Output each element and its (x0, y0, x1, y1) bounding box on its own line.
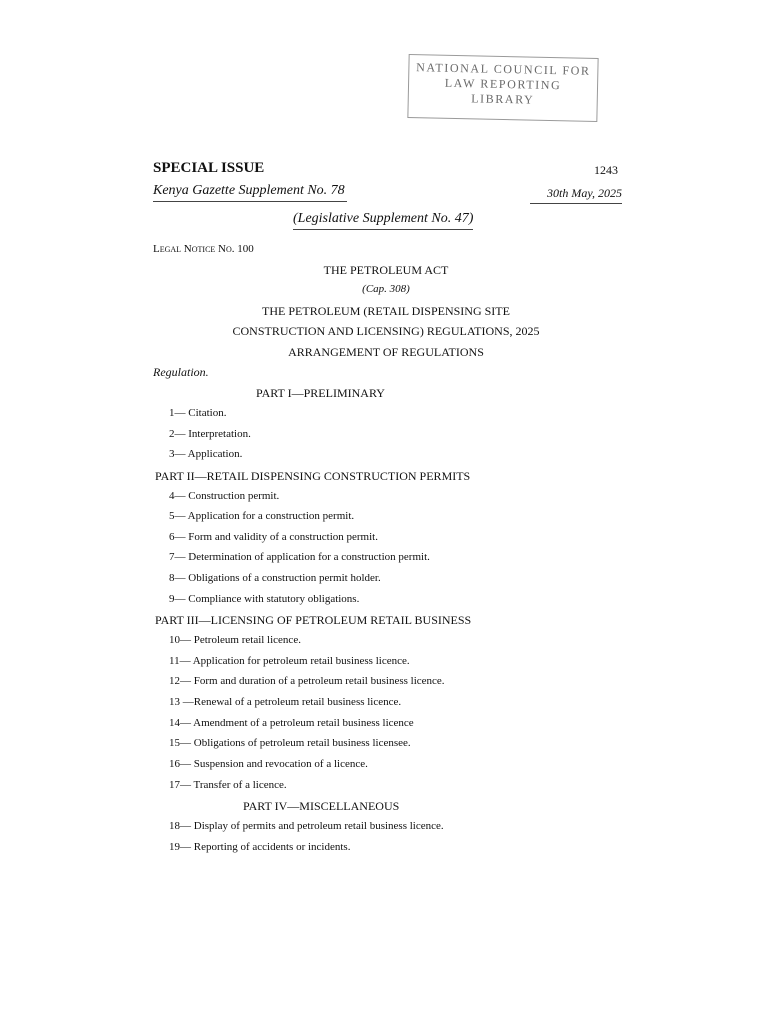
regulation-item: 4— Construction permit. (169, 490, 280, 502)
regulation-item: 18— Display of permits and petroleum retail business licence. (169, 820, 444, 832)
special-issue-heading: SPECIAL ISSUE (153, 160, 265, 176)
part-heading: PART III—LICENSING OF PETROLEUM RETAIL BUSINESS (155, 613, 472, 627)
regulation-item: 9— Compliance with statutory obligations. (169, 593, 360, 605)
regulation-item: 19— Reporting of accidents or incidents. (169, 841, 351, 853)
legal-notice-number: Legal Notice No. 100 (153, 243, 254, 255)
regulations-title-line2: CONSTRUCTION AND LICENSING) REGULATIONS, 2025 (232, 324, 540, 338)
part-heading: PART IV—MISCELLANEOUS (243, 799, 400, 813)
stamp-line: LIBRARY (471, 91, 535, 107)
stamp-line: LAW REPORTING (444, 75, 562, 93)
regulation-item: 10— Petroleum retail licence. (169, 634, 301, 646)
legislative-supplement: (Legislative Supplement No. 47) (293, 211, 473, 230)
regulation-item: 11— Application for petroleum retail business licence. (169, 655, 410, 667)
regulation-item: 8— Obligations of a construction permit holder. (169, 572, 381, 584)
regulation-item: 7— Determination of application for a construction permit. (169, 551, 430, 563)
regulations-title-line1: THE PETROLEUM (RETAIL DISPENSING SITE (262, 304, 510, 318)
act-title: THE PETROLEUM ACT (323, 263, 449, 277)
regulation-item: 14— Amendment of a petroleum retail business licence (169, 717, 414, 729)
regulation-item: 16— Suspension and revocation of a licence. (169, 758, 368, 770)
stamp-line: NATIONAL COUNCIL FOR (416, 60, 591, 78)
regulation-item: 17— Transfer of a licence. (169, 779, 287, 791)
gazette-date: 30th May, 2025 (530, 186, 622, 204)
act-chapter: (Cap. 308) (362, 283, 410, 295)
regulation-item: 12— Form and duration of a petroleum retail business licence. (169, 675, 445, 687)
part-heading: PART I—PRELIMINARY (256, 386, 385, 400)
regulation-item: 3— Application. (169, 448, 243, 460)
regulation-item: 1— Citation. (169, 407, 227, 419)
regulation-item: 5— Application for a construction permit. (169, 510, 355, 522)
regulation-label: Regulation. (153, 365, 209, 379)
gazette-supplement-title: Kenya Gazette Supplement No. 78 (153, 183, 347, 202)
part-heading: PART II—RETAIL DISPENSING CONSTRUCTION PERMITS (155, 469, 471, 483)
page-number: 1243 (594, 163, 618, 177)
regulation-item: 6— Form and validity of a construction permit. (169, 531, 378, 543)
regulation-item: 15— Obligations of petroleum retail business licensee. (169, 737, 411, 749)
regulation-item: 13 —Renewal of a petroleum retail business licence. (169, 696, 402, 708)
arrangement-heading: ARRANGEMENT OF REGULATIONS (288, 345, 484, 359)
library-stamp (407, 54, 598, 122)
regulation-item: 2— Interpretation. (169, 428, 251, 440)
